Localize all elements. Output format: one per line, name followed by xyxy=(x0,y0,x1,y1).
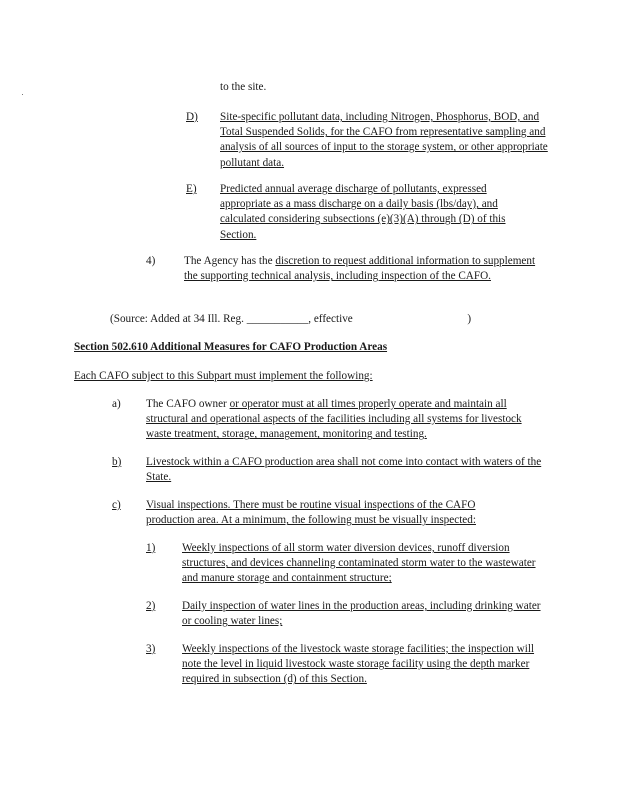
scan-speck xyxy=(22,94,23,95)
item-a-label: a) xyxy=(112,398,121,410)
item-c2-label: 2) xyxy=(146,600,156,612)
item-4-underlined: discretion to request additional information to supplement the supporting technical analysis, including inspection of the CAFO. xyxy=(184,255,536,283)
source-note: (Source: Added at 34 Ill. Reg. ___________, effective ) xyxy=(110,313,472,325)
item-c2-text: Daily inspection of water lines in the production areas, including drinking water or cooling water lines; xyxy=(182,600,541,628)
item-4-label: 4) xyxy=(146,255,156,267)
item-a-text xyxy=(146,397,546,443)
item-a-underlined: or operator must at all times properly operate and maintain all structural and operational aspects of the facilities including all systems for livestock waste treatment, storage, management, monitoring and testing. xyxy=(146,398,522,441)
item-c-tail: to the site. xyxy=(220,81,267,93)
item-4-text xyxy=(184,254,536,284)
item-4-plain: The Agency has the xyxy=(184,255,276,267)
item-d-text: Site-specific pollutant data, including Nitrogen, Phosphorus, BOD, and Total Suspended Solids, for the CAFO from representative sampling and analysis of all sources of input to the storage system, or other appropriate pollutant data. xyxy=(220,111,548,169)
item-e-label: E) xyxy=(186,183,197,195)
item-a-plain: The CAFO owner xyxy=(146,398,230,410)
item-d-label: D) xyxy=(186,111,198,123)
item-c1-text: Weekly inspections of all storm water diversion devices, runoff diversion structures, and devices channeling contaminated storm water to the wastewater and manure storage and containment structure; xyxy=(182,542,536,585)
item-c3-text: Weekly inspections of the livestock waste storage facilities; the inspection will note the level in liquid livestock waste storage facility using the depth marker required in subsection (d) of this Section. xyxy=(182,643,535,686)
item-e-text: Predicted annual average discharge of pollutants, expressed appropriate as a mass discharge on a daily basis (lbs/day), and calculated considering subsections (e)(3)(A) through (D) of this Section. xyxy=(220,183,506,241)
section-intro: Each CAFO subject to this Subpart must implement the following: xyxy=(74,370,373,382)
item-b-label: b) xyxy=(112,456,122,468)
section-heading: Section 502.610 Additional Measures for CAFO Production Areas xyxy=(74,341,388,353)
item-c-label: c) xyxy=(112,499,121,511)
item-c-text: Visual inspections. There must be routine visual inspections of the CAFO production area. At a minimum, the following must be visually inspected: xyxy=(146,499,476,527)
item-b-text: Livestock within a CAFO production area shall not come into contact with waters of the State. xyxy=(146,456,542,484)
item-c1-label: 1) xyxy=(146,542,156,554)
item-c3-label: 3) xyxy=(146,643,156,655)
